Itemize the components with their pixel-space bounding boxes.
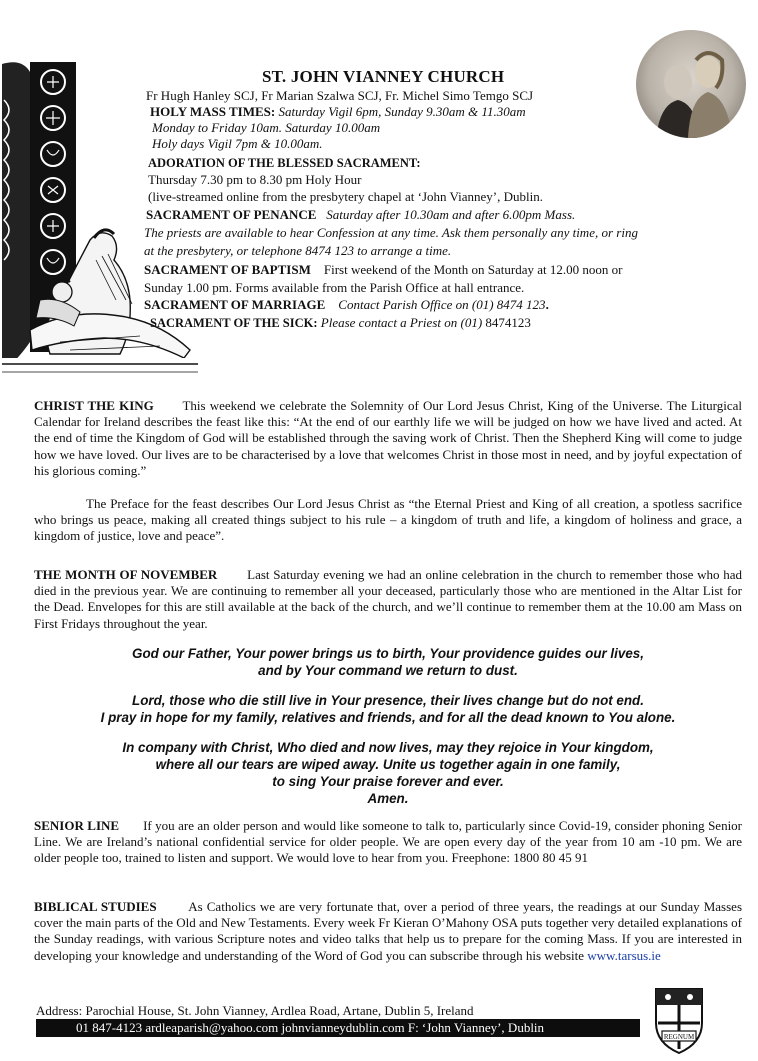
prayer-line-7: to sing Your praise forever and ever. <box>272 774 504 789</box>
prayer-line-1: God our Father, Your power brings us to birth, Your providence guides our lives, <box>132 646 644 661</box>
biblical-studies-body: As Catholics we are very fortunate that, over a period of three years, the readings at our Sunday Masses cover the main parts of the Old and New Testaments. Every week Fr Kieran O’Mahony OSA puts together very detailed explanations of the Sunday readings, with various Scripture notes and video talks that help us to prepare for the coming Mass. If you are interested in developing your knowledge and understanding of the Word of God you can subscribe through his website <box>34 899 743 963</box>
baptism-label: SACRAMENT OF BAPTISM <box>144 262 311 277</box>
saint-portrait-photo <box>636 30 746 138</box>
marriage-dot: . <box>545 297 549 312</box>
christ-the-king-preface: The Preface for the feast describes Our Lord Jesus Christ as “the Eternal Priest and King of all creation, a spotless sacrifice who brings us peace, making all created things subject to his rule – a kingdom of truth and life, a kingdom of holiness and grace, a kingdom of justice, love and peace”. <box>34 496 742 544</box>
clergy-line: Fr Hugh Hanley SCJ, Fr Marian Szalwa SCJ, Fr. Michel Simo Temgo SCJ <box>146 88 534 103</box>
parish-crest <box>650 985 708 1057</box>
christ-the-king-heading: CHRIST THE KING <box>34 398 154 413</box>
penance-times: Saturday after 10.30am and after 6.00pm Mass. <box>326 207 576 222</box>
penance-note-1: The priests are available to hear Confession at any time. Ask them personally any time, or ring <box>144 225 638 240</box>
tarsus-website-link[interactable]: www.tarsus.ie <box>587 947 661 963</box>
prayer-line-3: Lord, those who die still live in Your presence, their lives change but do not end. <box>132 693 644 708</box>
sick-label: SACRAMENT OF THE SICK: <box>150 316 318 330</box>
christ-the-king-section <box>34 398 742 479</box>
november-body: Last Saturday evening we had an online celebration in the church to remember those who had died in the previous year. We are continuing to remember all your deceased, particularly those who are mentioned in the Altar List for the Dead. Envelopes for this are still available at the back of the church, and we’ll continue to remember them at the 10.00 am Mass on First Fridays throughout the year. <box>34 567 743 631</box>
senior-line-body: If you are an older person and would like someone to talk to, particularly since Covid-19, consider phoning Senior Line. We are Ireland’s national confidential service for older people. We are open every day of the year from 10 am -10 pm. We are older people too, trained to listen and support. We would love to hear from you. Freephone: 1800 80 45 91 <box>34 818 743 866</box>
baptism-forms: Sunday 1.00 pm. Forms available from the Parish Office at hall entrance. <box>144 280 525 295</box>
prayer-line-6: where all our tears are wiped away. Unite us together again in one family, <box>155 757 621 772</box>
prayer-line-2: and by Your command we return to dust. <box>258 663 518 678</box>
adoration-label: ADORATION OF THE BLESSED SACRAMENT: <box>148 156 421 170</box>
sick-text: Please contact a Priest on (01) <box>320 315 483 330</box>
sick-number: 8474123 <box>485 315 531 330</box>
prayer-amen: Amen. <box>367 791 409 806</box>
senior-line-heading: SENIOR LINE <box>34 818 120 833</box>
biblical-studies-heading: BIBLICAL STUDIES <box>34 899 157 914</box>
parish-address: Address: Parochial House, St. John Vianney, Ardlea Road, Artane, Dublin 5, Ireland <box>36 1003 474 1018</box>
adoration-time: Thursday 7.30 pm to 8.30 pm Holy Hour <box>148 172 362 187</box>
christ-the-king-body: This weekend we celebrate the Solemnity of Our Lord Jesus Christ, King of the Universe. The Liturgical Calendar for Ireland describes the feast like this: “At the end of our earthly life we will be judged on how we have lived and acted. At the end of time the Kingdom of God will be established through the saving work of Christ. Then the Shepherd King will come to judge how we have loved. Our lives are to be characterised by a love that welcomes Christ in those most in need, and by joyful expectation of his glorious coming.” <box>34 398 742 478</box>
mass-times-line <box>150 104 526 120</box>
marriage-line <box>144 297 549 313</box>
adoration-livestream: (live-streamed online from the presbytery chapel at ‘John Vianney’, Dublin. <box>148 189 543 204</box>
sick-line <box>150 315 531 331</box>
senior-line-section <box>34 818 742 867</box>
november-section <box>34 567 742 632</box>
prayer-line-4: I pray in hope for my family, relatives and friends, and for all the dead known to You alone. <box>100 710 676 725</box>
baptism-text: First weekend of the Month on Saturday at 12.00 noon or <box>323 262 623 277</box>
november-heading: THE MONTH OF NOVEMBER <box>34 567 218 582</box>
contact-bar: 01 847-4123 ardleaparish@yahoo.com johnvianneydublin.com F: ‘John Vianney’, Dublin <box>36 1019 640 1037</box>
mass-weekday-line: Monday to Friday 10am. Saturday 10.00am <box>152 120 381 135</box>
crest-motto: REGNUM <box>663 1033 695 1041</box>
mass-holyday-line: Holy days Vigil 7pm & 10.00am. <box>152 136 323 151</box>
penance-label: SACRAMENT OF PENANCE <box>146 207 317 222</box>
biblical-studies-section <box>34 899 742 964</box>
baptism-line <box>144 262 622 278</box>
church-title: ST. JOHN VIANNEY CHURCH <box>262 67 505 86</box>
mass-times-text: Saturday Vigil 6pm, Sunday 9.30am & 11.30am <box>278 104 526 119</box>
marriage-label: SACRAMENT OF MARRIAGE <box>144 297 326 312</box>
prayer-line-5: In company with Christ, Who died and now lives, may they rejoice in Your kingdom, <box>122 740 654 755</box>
mass-times-label: HOLY MASS TIMES: <box>150 104 276 119</box>
penance-note-2: at the presbytery, or telephone 8474 123 to arrange a time. <box>144 243 452 258</box>
marriage-text: Contact Parish Office on (01) 8474 123 <box>338 297 546 312</box>
penance-line <box>146 207 575 223</box>
